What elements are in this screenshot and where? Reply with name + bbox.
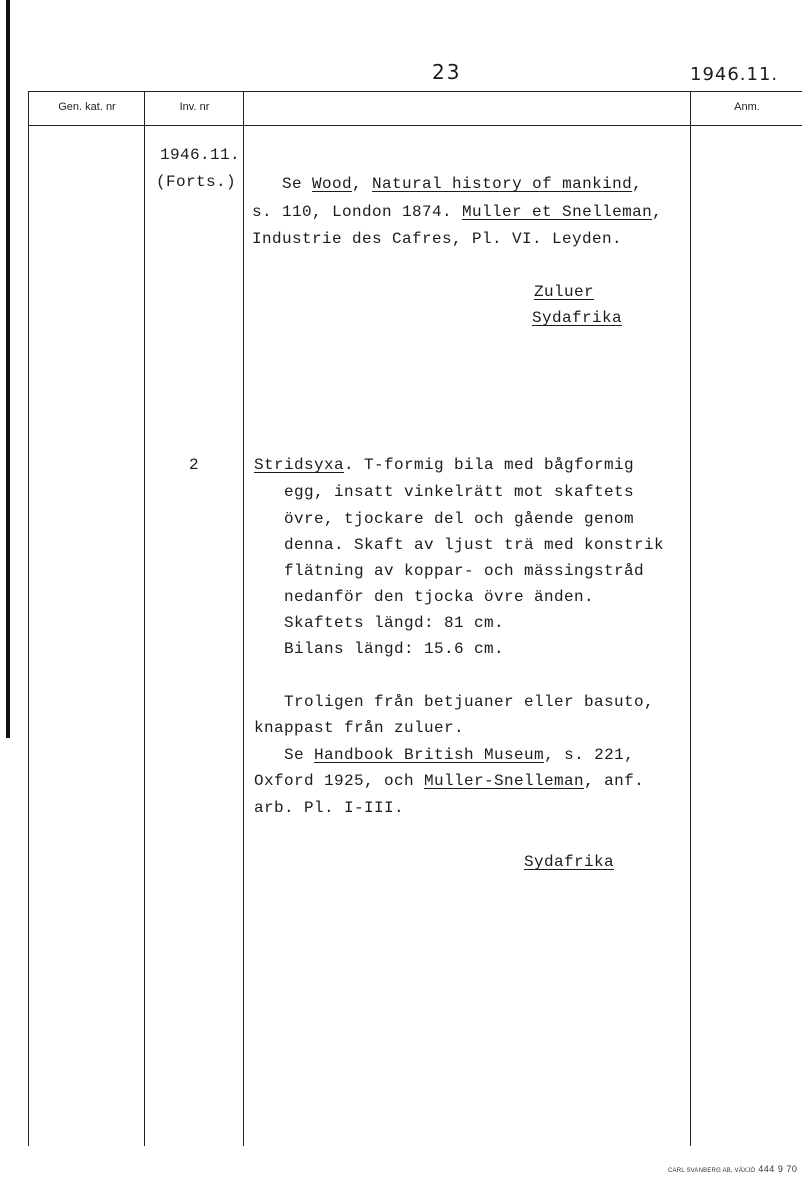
entry2-desc-line-4: flätning av koppar- och mässingstråd	[284, 562, 645, 580]
column-rule-anm	[690, 91, 691, 1146]
object-name-stridsyxa: Stridsyxa	[254, 456, 345, 474]
tag-sydafrika-2: Sydafrika	[524, 853, 615, 871]
inv-number-2: 2	[189, 456, 200, 474]
continued-marker: (Forts.)	[156, 173, 237, 191]
entry2-desc-line-5: nedanför den tjocka övre änden.	[284, 588, 595, 606]
column-rule-inv	[243, 91, 244, 1146]
entry1-line-1: Se Wood, Natural history of mankind,	[282, 175, 643, 193]
column-header-gen-kat: Gen. kat. nr	[58, 101, 116, 113]
reference-natural-history: Natural history of mankind	[372, 175, 633, 193]
entry2-desc-line-2: övre, tjockare del och gående genom	[284, 510, 635, 528]
entry2-desc-line-1: egg, insatt vinkelrätt mot skaftets	[284, 483, 635, 501]
reference-muller-snelleman: Muller et Snelleman	[462, 203, 653, 221]
entry2-ref-line-2: Oxford 1925, och Muller-Snelleman, anf.	[254, 772, 645, 790]
entry2-origin-line-1: Troligen från betjuaner eller basuto,	[284, 693, 655, 711]
column-rule-left	[28, 91, 29, 1146]
entry2-title-line: Stridsyxa. T-formig bila med bågformig	[254, 456, 635, 474]
entry2-blade-length: Bilans längd: 15.6 cm.	[284, 640, 505, 658]
reference-handbook-british-museum: Handbook British Museum	[314, 746, 545, 764]
entry2-ref-line-1: Se Handbook British Museum, s. 221,	[284, 746, 635, 764]
entry1-line-2: s. 110, London 1874. Muller et Snelleman,	[252, 203, 663, 221]
printer-imprint: CARL SVANBERG AB, VÄXJÖ 444 9 70	[668, 1164, 798, 1174]
column-header-inv: Inv. nr	[179, 101, 210, 113]
column-header-anm: Anm.	[734, 101, 760, 113]
tag-sydafrika-1: Sydafrika	[532, 309, 623, 327]
tag-zuluer: Zuluer	[534, 283, 595, 301]
entry2-ref-line-3: arb. Pl. I-III.	[254, 799, 405, 817]
reference-muller-snelleman-2: Muller-Snelleman	[424, 772, 585, 790]
entry2-origin-line-2: knappast från zuluer.	[254, 719, 465, 737]
reference-wood: Wood	[312, 175, 353, 193]
register-number: 1946.11.	[690, 64, 779, 85]
binding-edge	[6, 0, 10, 738]
entry2-shaft-length: Skaftets längd: 81 cm.	[284, 614, 505, 632]
entry1-line-3: Industrie des Cafres, Pl. VI. Leyden.	[252, 230, 623, 248]
page-number: 23	[432, 60, 462, 84]
column-rule-gen	[144, 91, 145, 1146]
inv-number-continued: 1946.11.	[160, 146, 241, 164]
entry2-desc-line-3: denna. Skaft av ljust trä med konstrik	[284, 536, 665, 554]
